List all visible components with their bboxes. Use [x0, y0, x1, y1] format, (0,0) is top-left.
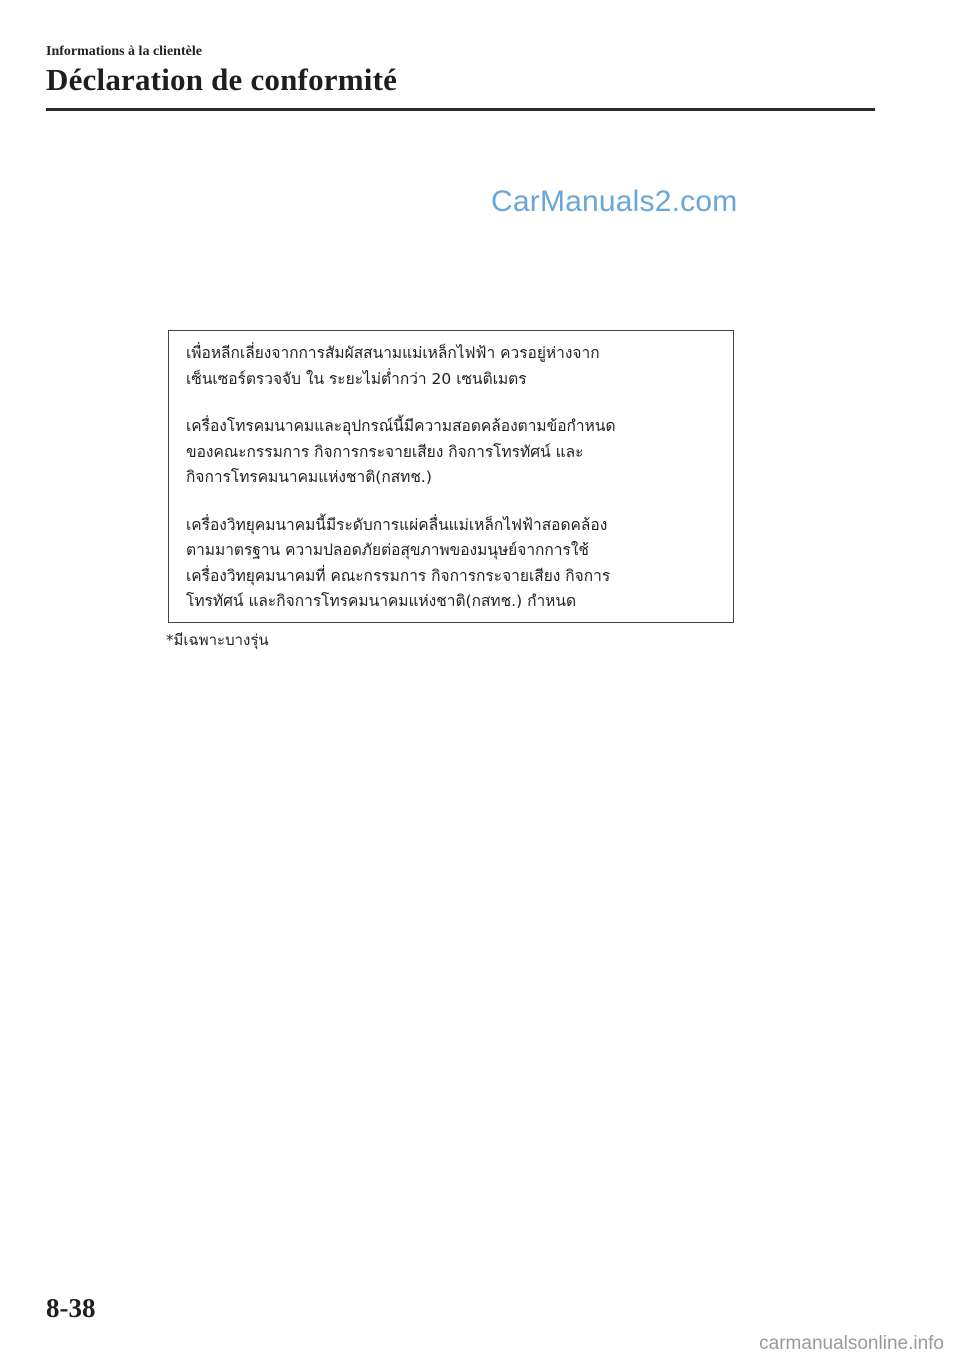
notice-paragraph-conformity: เครื่องโทรคมนาคมและอุปกรณ์นี้มีความสอดคล้องตามข้อกำหนด ของคณะกรรมการ กิจการกระจายเสียง กิจการโทรทัศน์ และ กิจการโทรคมนาคมแห่งชาติ(กสทช.) — [186, 417, 616, 486]
footnote: *มีเฉพาะบางรุ่น — [166, 631, 269, 649]
breadcrumb: Informations à la clientèle — [46, 44, 202, 59]
notice-paragraph-emission: เครื่องวิทยุคมนาคมนี้มีระดับการแผ่คลื่นแม่เหล็กไฟฟ้าสอดคล้อง ตามมาตรฐาน ความปลอดภัยต่อสุขภาพของมนุษย์จากการใช้ เครื่องวิทยุคมนาคมที่ คณะกรรมการ กิจการกระจายเสียง กิจการ โทรทัศน์ และกิจการโทรคมนาคมแห่งชาติ(กสทช.) กำหนด — [186, 515, 611, 610]
title-divider — [46, 108, 875, 111]
notice-paragraph-exposure: เพื่อหลีกเลี่ยงจากการสัมผัสสนามแม่เหล็กไฟฟ้า ควรอยู่ห่างจาก เซ็นเซอร์ตรวจจับ ใน ระยะไม่ต่ำกว่า 20 เซนติเมตร — [186, 344, 600, 388]
regulatory-notice-box — [168, 330, 734, 623]
watermark-carmanuals2: CarManuals2.com — [491, 185, 738, 218]
page-title: Déclaration de conformité — [46, 62, 398, 97]
footer-watermark: carmanualsonline.info — [759, 1333, 944, 1354]
page-number: 8-38 — [46, 1293, 96, 1323]
